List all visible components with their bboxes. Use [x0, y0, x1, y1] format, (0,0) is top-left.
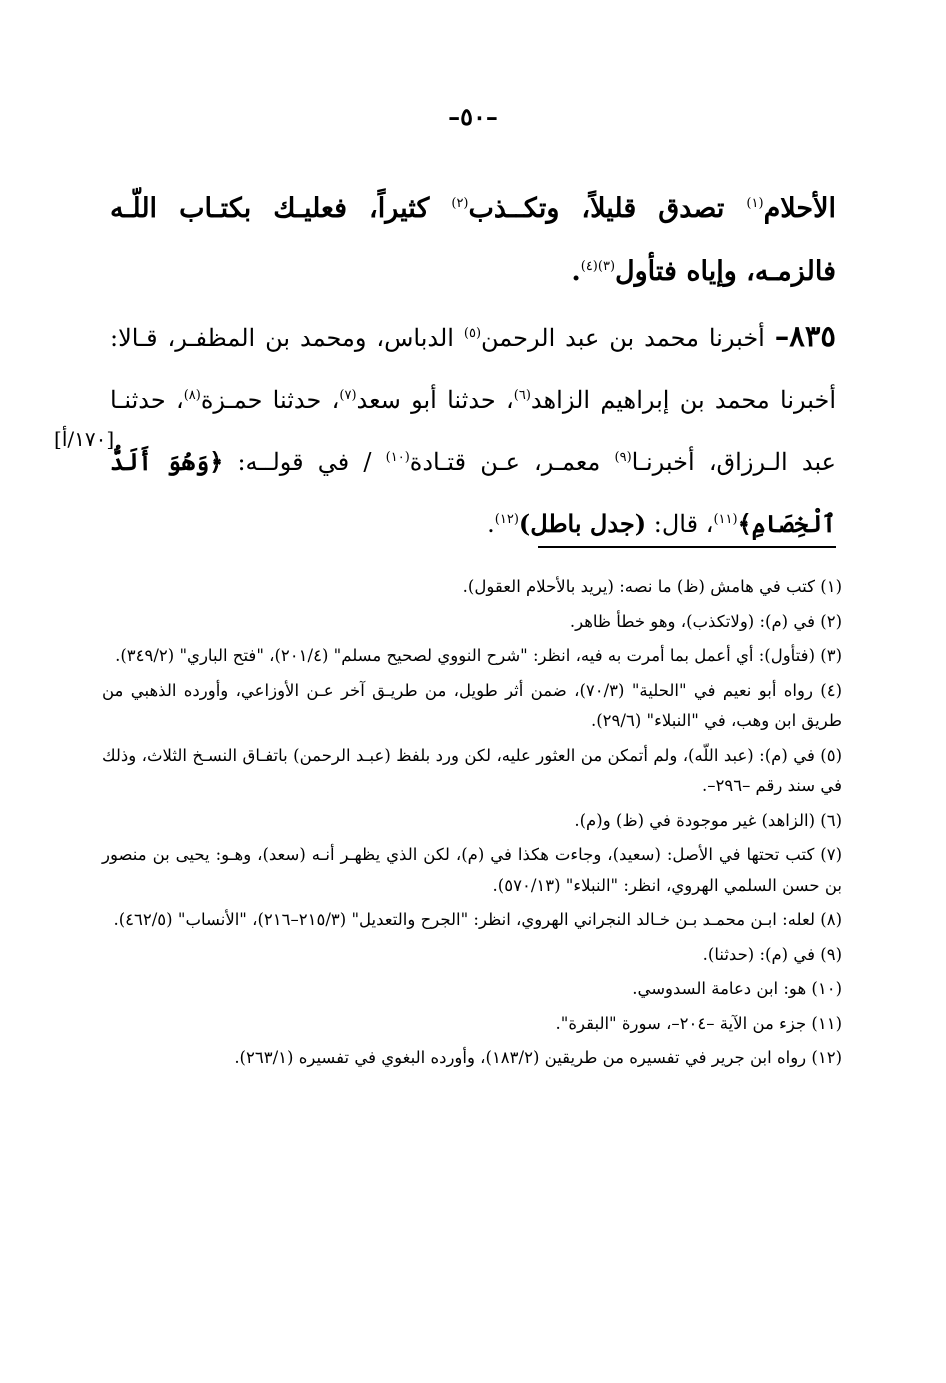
- text-run: ، حدثنـا عبد الـرزاق، أخبرنـا: [110, 386, 837, 476]
- footnote-item: [102, 607, 842, 638]
- footnote-item: [102, 572, 842, 603]
- footnote-ref[interactable]: (٥): [463, 326, 482, 341]
- footnote-item: [102, 840, 842, 901]
- text-run: / في قولــه:: [223, 448, 386, 476]
- footnote-ref[interactable]: (٦): [513, 388, 531, 403]
- footnote-text: (٩) في (م): (حدثنا).: [702, 944, 842, 964]
- footnote-text: (١٠) هو: ابن دعامة السدوسي.: [632, 979, 842, 998]
- footnote-text: (١١) جزء من الآية –٢٠٤–، سورة "البقرة".: [555, 1013, 842, 1033]
- footnotes-section: [102, 572, 842, 1078]
- footnote-text: (١٢) رواه ابن جرير في تفسيره من طريقين (١٨٣/٢)، وأورده البغوي في تفسيره (٢٦٣/١).: [234, 1048, 842, 1067]
- footnote-text: (١) كتب في هامش (ظ) ما نصه: (يريد بالأحلام العقول).: [462, 577, 842, 596]
- hadith-number: ٨٣٥–: [774, 319, 836, 353]
- footnote-text: (٨) لعله: ابـن محمـد بـن خـالد النجراني الهروي، انظر: "الجرح والتعديل" (٢١٥/٣–٢١٦)، "الأنساب" (٤٦٢/٥).: [113, 910, 842, 929]
- text-run: كثيراً، فعليـك بكتـاب اللّـه فالزمـه، وإياه فتأول: [110, 193, 836, 287]
- text-run: تصدق قليلاً، وتكــذب: [468, 193, 747, 224]
- footnote-text: (٧) كتب تحتها في الأصل: (سعيد)، وجاءت هكذا في (م)، لكن الذي يظهـر أنـه (سعد)، وهـو: يحيى بن منصور بن حسن السلمي الهروي، انظر: "النبلاء" (٥٧٠/١٣).: [102, 845, 842, 895]
- text-run: ، حدثنا حمـزة: [200, 386, 340, 414]
- footnote-ref[interactable]: (١): [746, 196, 764, 211]
- footnote-ref[interactable]: (١٢): [494, 512, 519, 527]
- footnote-ref[interactable]: (٤): [580, 259, 598, 274]
- page-number: –٥٠–: [448, 102, 498, 131]
- text-run: ، حدثنا أبو سعد: [356, 386, 514, 414]
- footnote-item: [102, 1043, 842, 1074]
- hadith-narration: [110, 305, 836, 553]
- footnote-ref[interactable]: (٩): [614, 450, 632, 465]
- footnote-item: [102, 974, 842, 1005]
- quoted-answer: (جدل باطل): [518, 509, 647, 538]
- text-run: .: [571, 256, 581, 287]
- footnote-text: (٥) في (م): (عبد اللّه)، ولم أتمكن من العثور عليه، لكن ورد بلفظ (عبـد الرحمن) باتفـاق النسـخ الثلاث، وذلك في سند رقم –٢٩٦–.: [102, 745, 842, 795]
- quran-verse: ﴿وَهُوَ أَلَدُّ ٱلْخِصَامِ﴾: [110, 447, 836, 538]
- footnote-ref[interactable]: (١٠): [385, 450, 410, 465]
- footnote-text: (٣) (فتأول): أي أعمل بما أمرت به فيه، انظر: "شرح النووي لصحيح مسلم" (٢٠١/٤)، "فتح الباري" (٣٤٩/٢).: [115, 646, 842, 665]
- footnote-item: [102, 806, 842, 837]
- footnote-item: [102, 641, 842, 672]
- footnote-item: [102, 905, 842, 936]
- footnote-item: [102, 1009, 842, 1040]
- footnote-item: [102, 741, 842, 802]
- text-run: معمـر، عـن قتـادة: [409, 448, 615, 476]
- footnote-ref[interactable]: (٢): [451, 196, 469, 211]
- footnote-text: (٤) رواه أبو نعيم في "الحلية" (٧٠/٣)، ضمن أثر طويل، من طريـق آخر عـن الأوزاعي، وأورده الذهبي من طريق ابن وهب، في "النبلاء" (٢٩/٦).: [102, 680, 842, 730]
- footnote-ref[interactable]: (٨): [183, 388, 201, 403]
- footnote-text: (٦) (الزاهد) غير موجودة في (ظ) و(م).: [574, 810, 842, 830]
- text-run: .: [487, 510, 495, 538]
- footnote-ref[interactable]: (٣): [597, 259, 616, 274]
- quote-paragraph: [110, 175, 836, 301]
- manuscript-folio-marker: [١٧٠/أ]: [54, 427, 115, 451]
- footnote-divider: [538, 546, 836, 548]
- text-run: الأحلام: [763, 193, 836, 224]
- footnote-ref[interactable]: (٧): [339, 388, 357, 403]
- footnote-text: (٢) في (م): (ولاتكذب)، وهو خطأ ظاهر.: [569, 611, 842, 631]
- text-run: الدباس، ومحمد بن المظفـر، قـالا: أخبرنا محمد بن إبراهيم الزاهد: [110, 324, 836, 414]
- footnote-item: [102, 940, 842, 971]
- text-run: أخبرنا محمد بن عبد الرحمن: [481, 324, 775, 352]
- text-run: ، قال:: [646, 510, 714, 538]
- footnote-ref[interactable]: (١١): [713, 512, 738, 527]
- footnote-item: [102, 676, 842, 737]
